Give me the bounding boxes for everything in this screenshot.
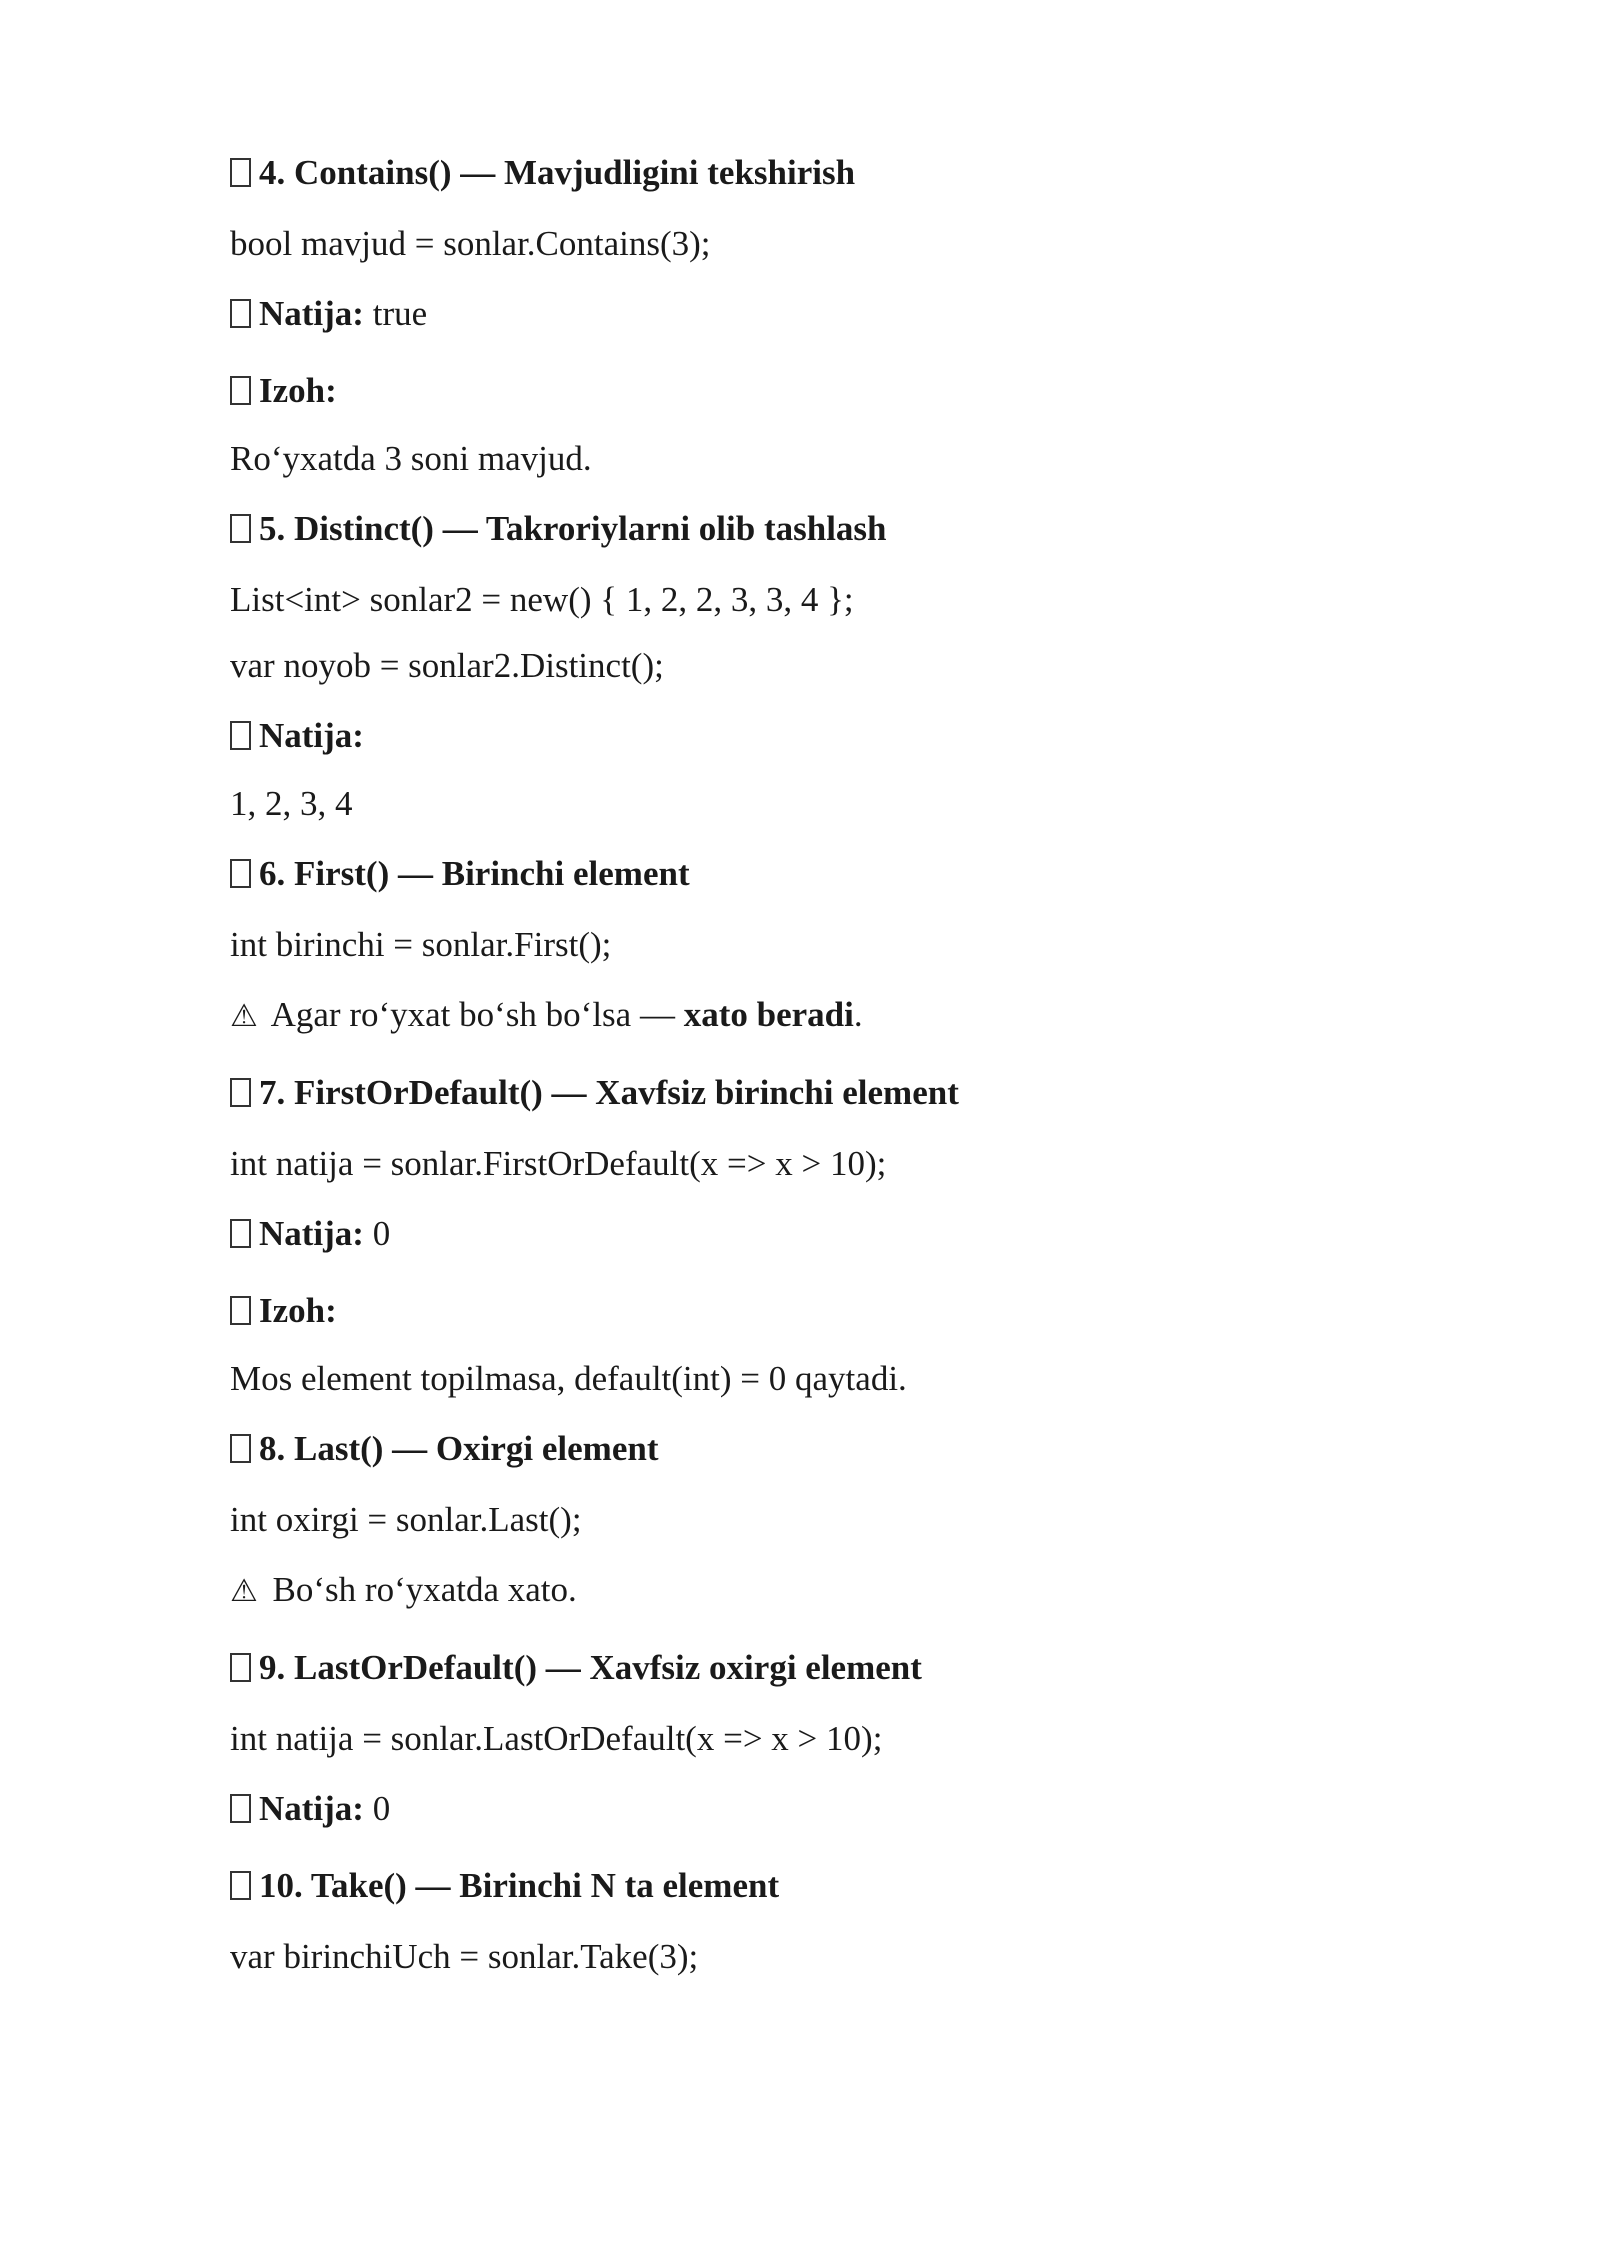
section-7-result: Natija: 0: [230, 1211, 1430, 1257]
section-5-result-text: 1, 2, 3, 4: [230, 784, 353, 823]
section-10-heading: 10. Take() — Birinchi N ta element: [230, 1863, 1430, 1909]
section-7-note-label: Izoh:: [230, 1288, 1430, 1334]
section-7-note-text: Mos element topilmasa, default(int) = 0 qaytadi.: [230, 1359, 907, 1398]
section-4-note-text: Ro‘yxatda 3 soni mavjud.: [230, 439, 592, 478]
missing-glyph-icon: [230, 1653, 251, 1682]
section-4-code: bool mavjud = sonlar.Contains(3);: [230, 224, 711, 263]
missing-glyph-icon: [230, 376, 251, 405]
section-4-note-label: Izoh:: [230, 368, 1430, 414]
section-4-heading: 4. Contains() — Mavjudligini tekshirish: [230, 150, 1430, 196]
warning-icon: ⚠: [230, 998, 258, 1034]
section-9-heading: 9. LastOrDefault() — Xavfsiz oxirgi element: [230, 1645, 1430, 1691]
section-6-warning: ⚠ Agar ro‘yxat bo‘sh bo‘lsa — xato beradi.: [230, 992, 1430, 1039]
section-8-code: int oxirgi = sonlar.Last();: [230, 1500, 582, 1539]
section-8-heading: 8. Last() — Oxirgi element: [230, 1426, 1430, 1472]
section-5-code-line-1: List<int> sonlar2 = new() { 1, 2, 2, 3, 3, 4 };: [230, 580, 854, 619]
section-5-result-label: Natija:: [230, 713, 1430, 759]
missing-glyph-icon: [230, 1078, 251, 1107]
missing-glyph-icon: [230, 1871, 251, 1900]
section-7-heading: 7. FirstOrDefault() — Xavfsiz birinchi element: [230, 1070, 1430, 1116]
warning-icon: ⚠: [230, 1573, 258, 1609]
missing-glyph-icon: [230, 721, 251, 750]
document-page: [230, 150, 1430, 1980]
section-10-code: var birinchiUch = sonlar.Take(3);: [230, 1937, 699, 1976]
missing-glyph-icon: [230, 859, 251, 888]
section-6-heading: 6. First() — Birinchi element: [230, 851, 1430, 897]
missing-glyph-icon: [230, 1296, 251, 1325]
section-5-heading: 5. Distinct() — Takroriylarni olib tashlash: [230, 506, 1430, 552]
section-9-code: int natija = sonlar.LastOrDefault(x => x > 10);: [230, 1719, 883, 1758]
missing-glyph-icon: [230, 514, 251, 543]
missing-glyph-icon: [230, 158, 251, 187]
section-7-code: int natija = sonlar.FirstOrDefault(x => x > 10);: [230, 1144, 887, 1183]
missing-glyph-icon: [230, 1794, 251, 1823]
section-4-result: Natija: true: [230, 291, 1430, 337]
section-5-code-line-2: var noyob = sonlar2.Distinct();: [230, 646, 664, 685]
section-6-code: int birinchi = sonlar.First();: [230, 925, 612, 964]
section-8-warning: ⚠ Bo‘sh ro‘yxatda xato.: [230, 1567, 1430, 1614]
missing-glyph-icon: [230, 1434, 251, 1463]
section-9-result: Natija: 0: [230, 1786, 1430, 1832]
missing-glyph-icon: [230, 1219, 251, 1248]
missing-glyph-icon: [230, 299, 251, 328]
